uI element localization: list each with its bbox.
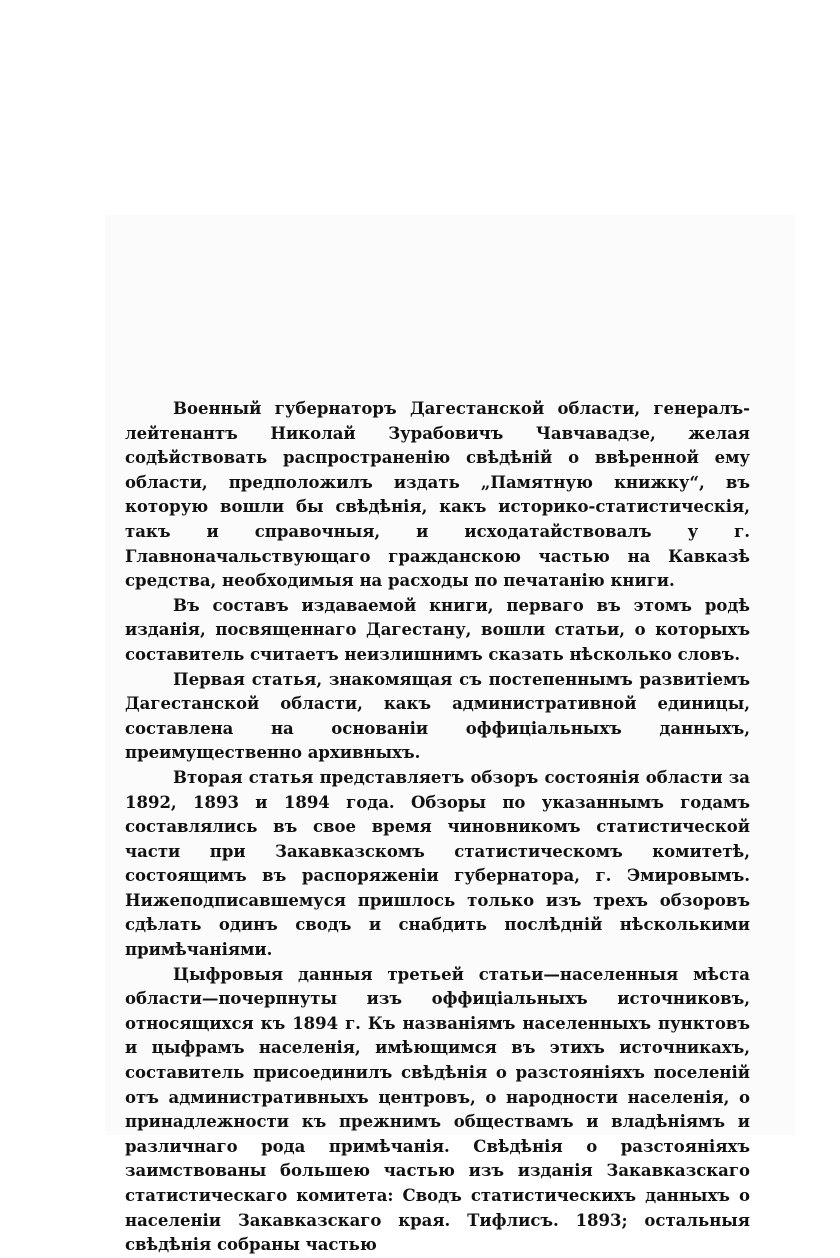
paragraph-4: Вторая статья представляетъ обзоръ состоянія области за 1892, 1893 и 1894 года. Обзоры по указаннымъ годамъ составлялись въ свое время чиновникомъ статистической части при Закавказскомъ статистическомъ комитетѣ, состоящимъ въ распоряженіи губернатора, г. Эмировымъ. Нижеподписавшемуся пришлось только изъ трехъ обзоровъ сдѣлать одинъ сводъ и снабдить послѣдній нѣсколькими примѣчаніями. (125, 767, 750, 960)
paragraph-2: Въ составъ издаваемой книги, перваго въ этомъ родѣ изданія, посвященнаго Дагестану, вошли статьи, о которыхъ составитель считаетъ неизлишнимъ сказать нѣсколько словъ. (125, 595, 750, 664)
paragraph-3: Первая статья, знакомящая съ постепеннымъ развитіемъ Дагестанской области, какъ административной единицы, составлена на основаніи оффиціальныхъ данныхъ, преимущественно архивныхъ. (125, 669, 750, 763)
paragraph-1: Военный губернаторъ Дагестанской области, генералъ-лейтенантъ Николай Зурабовичъ Чавчавадзе, желая содѣйствовать распространенію свѣдѣній о ввѣренной ему области, предположилъ издать „Памятную книжку“, въ которую вошли бы свѣдѣнія, какъ историко-статистическія, такъ и справочныя, и исходатайствовалъ у г. Главноначальствующаго гражданскою частью на Кавказѣ средства, необходимыя на расходы по печатанію книги. (125, 399, 750, 591)
body-text (125, 397, 750, 1258)
paragraph-5: Цыфровыя данныя третьей статьи—населенныя мѣста области—почерпнуты изъ оффиціальныхъ источниковъ, относящихся къ 1894 г. Къ названіямъ населенныхъ пунктовъ и цыфрамъ населенія, имѣющимся въ этихъ источникахъ, составитель присоединилъ свѣдѣнія о разстояніяхъ поселеній отъ административныхъ центровъ, о народности населенія, о принадлежности къ прежнимъ обществамъ и владѣніямъ и различнаго рода примѣчанія. Свѣдѣнія о разстояніяхъ заимствованы большею частью изъ изданія Закавказскаго статистическаго комитета: Сводъ статистическихъ данныхъ о населеніи Закавказскаго края. Тифлисъ. 1893; остальныя свѣдѣнія собраны частью (125, 964, 750, 1255)
